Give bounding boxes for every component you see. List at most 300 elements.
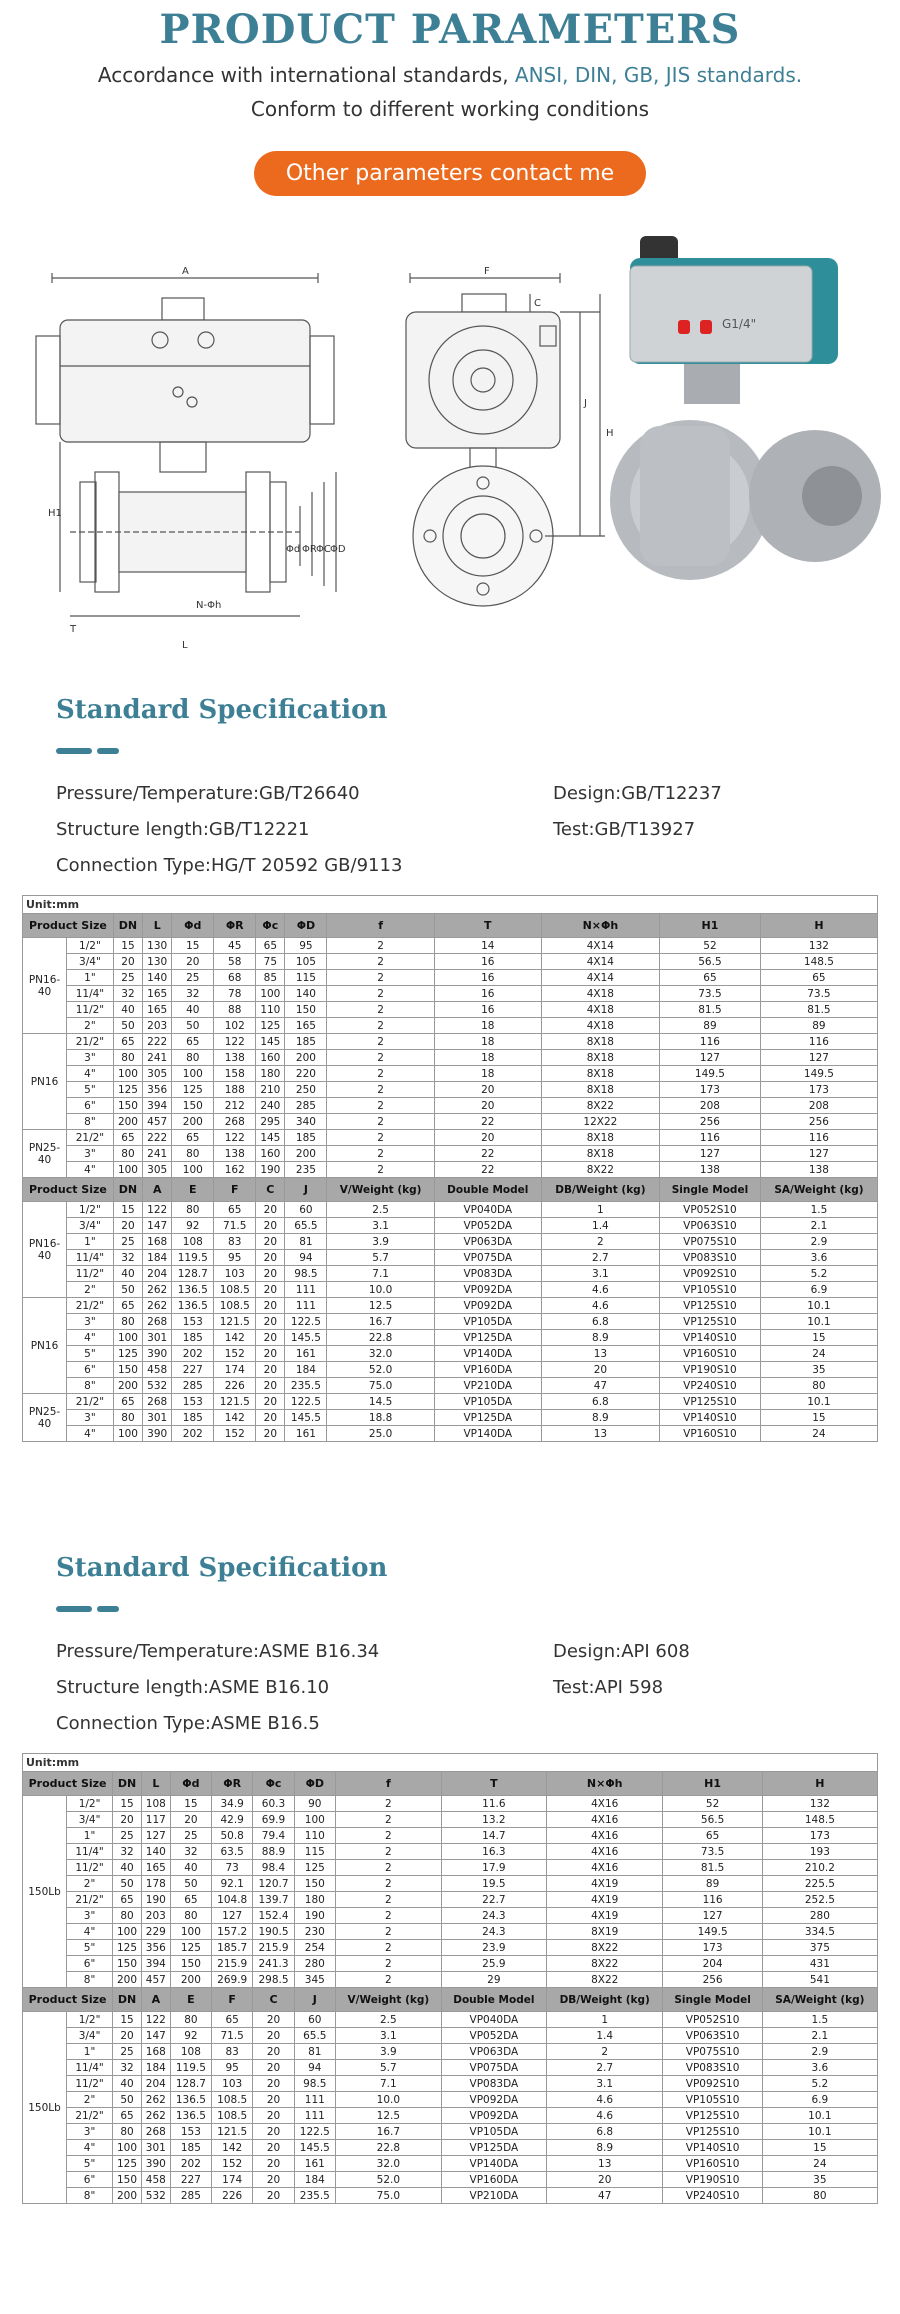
column-header: ΦD [294, 1772, 335, 1796]
table-cell: 111 [294, 2092, 335, 2108]
table-cell: 52.0 [335, 2172, 441, 2188]
table-cell: 190.5 [253, 1924, 294, 1940]
table-cell: 256 [660, 1114, 761, 1130]
table-cell: 65 [113, 1034, 142, 1050]
table-cell: 16.7 [335, 2124, 441, 2140]
table-cell: 65 [660, 970, 761, 986]
table-cell: 268 [214, 1114, 256, 1130]
spec2-title: Standard Specification [56, 1553, 388, 1583]
table-cell: 18 [434, 1018, 541, 1034]
table-cell: VP063DA [434, 1234, 541, 1250]
table-cell: 136.5 [170, 2092, 211, 2108]
table-cell: 20 [256, 1426, 285, 1442]
table-cell: 25 [113, 1234, 142, 1250]
table-row [23, 1098, 878, 1114]
table-cell: 168 [143, 1234, 172, 1250]
table-row [23, 1314, 878, 1330]
table1 [22, 913, 878, 1442]
table-cell: 15 [762, 2140, 877, 2156]
table-cell: 2 [327, 1050, 434, 1066]
table-cell: 153 [170, 2124, 211, 2140]
table-cell: 150 [170, 1956, 211, 1972]
table-cell: 20 [253, 2140, 294, 2156]
table-row [23, 1362, 878, 1378]
table-cell: 262 [143, 1298, 172, 1314]
table-cell: 4" [67, 1066, 114, 1082]
spec2-right-1: Test:API 598 [553, 1676, 664, 1698]
table-cell: 204 [141, 2076, 170, 2092]
table-cell: 80 [172, 1202, 214, 1218]
table-cell: VP063S10 [660, 1218, 761, 1234]
table-cell: 4X16 [546, 1796, 663, 1812]
table-cell: 8" [67, 1114, 114, 1130]
table-cell: 8X18 [541, 1066, 659, 1082]
table-cell: 125 [113, 1346, 142, 1362]
table-cell: 20 [113, 1812, 142, 1828]
table-cell: 119.5 [172, 1250, 214, 1266]
table-cell: 125 [113, 2156, 142, 2172]
table-cell: 2 [327, 1034, 434, 1050]
column-header: Product Size [23, 1178, 114, 1202]
table-row [23, 2092, 878, 2108]
table-cell: 1 [546, 2012, 663, 2028]
column-header: J [285, 1178, 327, 1202]
table-cell: 108.5 [212, 2092, 253, 2108]
table-cell: 125 [113, 1082, 142, 1098]
table-cell: 127 [663, 1908, 762, 1924]
table-cell: 104.8 [212, 1892, 253, 1908]
table-cell: 32 [113, 1250, 142, 1266]
table-cell: 40 [172, 1002, 214, 1018]
table-row [23, 954, 878, 970]
table-cell: 34.9 [212, 1796, 253, 1812]
table-cell: 3/4" [67, 954, 114, 970]
table-cell: 45 [214, 938, 256, 954]
table-row [23, 1018, 878, 1034]
table-cell: VP105DA [434, 1394, 541, 1410]
table-cell: 24 [760, 1346, 877, 1362]
table-cell: VP160S10 [660, 1346, 761, 1362]
table-cell: 301 [141, 2140, 170, 2156]
table-cell: 204 [143, 1266, 172, 1282]
table-cell: 10.1 [760, 1394, 877, 1410]
table-header-row [23, 1988, 878, 2012]
table-cell: 73 [212, 1860, 253, 1876]
table-cell: 4.6 [541, 1282, 659, 1298]
table-cell: 10.1 [762, 2108, 877, 2124]
table-cell: 20 [256, 1298, 285, 1314]
table-cell: 268 [143, 1314, 172, 1330]
table-cell: 174 [214, 1362, 256, 1378]
table-cell: 200 [113, 1972, 142, 1988]
table-cell: 58 [214, 954, 256, 970]
table-cell: 4X18 [541, 1002, 659, 1018]
table-cell: VP140S10 [663, 2140, 762, 2156]
table-cell: 15 [113, 1796, 142, 1812]
table-cell: 150 [172, 1098, 214, 1114]
table-cell: 6.9 [762, 2092, 877, 2108]
table-cell: 20 [256, 1234, 285, 1250]
table-cell: 116 [760, 1034, 877, 1050]
title-underline [56, 739, 900, 745]
column-header: DB/Weight (kg) [546, 1988, 663, 2012]
table-cell: 98.5 [294, 2076, 335, 2092]
table-cell: 532 [141, 2188, 170, 2204]
table-row [23, 1330, 878, 1346]
table-cell: 95 [212, 2060, 253, 2076]
table-cell: 83 [212, 2044, 253, 2060]
table-cell: 2.9 [762, 2044, 877, 2060]
table-cell: 145.5 [285, 1330, 327, 1346]
table-cell: 2 [327, 954, 434, 970]
table-cell: 1/2" [67, 1202, 114, 1218]
column-header: H [760, 914, 877, 938]
table-cell: 1.4 [541, 1218, 659, 1234]
column-header: V/Weight (kg) [327, 1178, 434, 1202]
table-cell: 24 [762, 2156, 877, 2172]
table-cell: 75.0 [335, 2188, 441, 2204]
table-cell: 10.1 [760, 1314, 877, 1330]
table-cell: 178 [141, 1876, 170, 1892]
table-cell: 268 [143, 1394, 172, 1410]
table-cell: 150 [113, 1956, 142, 1972]
table-cell: 23.9 [441, 1940, 546, 1956]
table-cell: 108.5 [212, 2108, 253, 2124]
spec1-title: Standard Specification [56, 695, 388, 725]
table-cell: 390 [143, 1426, 172, 1442]
table-cell: 20 [253, 2172, 294, 2188]
table-row [23, 1250, 878, 1266]
table-cell: 3.9 [327, 1234, 434, 1250]
table-cell: 2 [335, 1844, 441, 1860]
table-cell: 2 [335, 1924, 441, 1940]
table-cell: VP140S10 [660, 1410, 761, 1426]
table-cell: 83 [214, 1234, 256, 1250]
column-header: DB/Weight (kg) [541, 1178, 659, 1202]
table-cell: 21/2" [67, 1130, 114, 1146]
table-cell: 81.5 [660, 1002, 761, 1018]
table-cell: VP210DA [434, 1378, 541, 1394]
table-cell: 115 [285, 970, 327, 986]
table-cell: 25 [172, 970, 214, 986]
table-cell: 15 [113, 1202, 142, 1218]
table-cell: 88.9 [253, 1844, 294, 1860]
table-row [23, 1908, 878, 1924]
table-cell: 10.0 [327, 1282, 434, 1298]
table-cell: 40 [113, 1002, 142, 1018]
table-cell: 184 [143, 1250, 172, 1266]
table-cell: 457 [141, 1972, 170, 1988]
table-cell: 125 [170, 1940, 211, 1956]
table-cell: 2" [67, 2092, 113, 2108]
table-header-row [23, 914, 878, 938]
table-cell: 5" [67, 1082, 114, 1098]
table-cell: 22.8 [335, 2140, 441, 2156]
table-cell: VP125S10 [660, 1314, 761, 1330]
table-cell: 18 [434, 1034, 541, 1050]
table-cell: 98.4 [253, 1860, 294, 1876]
table-cell: 200 [113, 2188, 142, 2204]
front-view-drawing [36, 273, 336, 616]
table-cell: 4.6 [546, 2108, 663, 2124]
table-cell: 127 [660, 1146, 761, 1162]
table-cell: 5" [67, 1346, 114, 1362]
table-cell: 4" [67, 1162, 114, 1178]
table-cell: 190 [294, 1908, 335, 1924]
table-cell: 24.3 [441, 1908, 546, 1924]
column-header: f [327, 914, 434, 938]
table-cell: 1" [67, 1828, 113, 1844]
table-cell: 235 [285, 1162, 327, 1178]
table-cell: 2 [327, 1098, 434, 1114]
table-cell: 356 [143, 1082, 172, 1098]
table-cell: 125 [294, 1860, 335, 1876]
table-cell: 89 [663, 1876, 762, 1892]
table-cell: 22.7 [441, 1892, 546, 1908]
table-cell: 89 [760, 1018, 877, 1034]
table-cell: 20 [434, 1082, 541, 1098]
table-row [23, 1130, 878, 1146]
column-header: Product Size [23, 1772, 113, 1796]
table-row [23, 986, 878, 1002]
table-cell: 138 [660, 1162, 761, 1178]
table-cell: 20 [170, 1812, 211, 1828]
bar-long [56, 1606, 92, 1612]
table-row [23, 1218, 878, 1234]
table-row [23, 1050, 878, 1066]
table-cell: 240 [256, 1098, 285, 1114]
table-cell: 165 [285, 1018, 327, 1034]
table-cell: 4X16 [546, 1828, 663, 1844]
table-cell: 256 [760, 1114, 877, 1130]
table-cell: 4" [67, 2140, 113, 2156]
table-cell: 185 [170, 2140, 211, 2156]
table-cell: 80 [762, 2188, 877, 2204]
table-cell: 92 [172, 1218, 214, 1234]
table-cell: 1.5 [760, 1202, 877, 1218]
table-cell: 20 [253, 2156, 294, 2172]
table-cell: 136.5 [170, 2108, 211, 2124]
table-cell: 2 [335, 1972, 441, 1988]
table-cell: VP105S10 [663, 2092, 762, 2108]
table-cell: 173 [762, 1828, 877, 1844]
table-cell: 268 [141, 2124, 170, 2140]
table-row [23, 2172, 878, 2188]
table-cell: 122 [214, 1130, 256, 1146]
table-cell: VP125DA [434, 1330, 541, 1346]
table-cell: 153 [172, 1314, 214, 1330]
spec1-right-1: Test:GB/T13927 [553, 818, 696, 840]
table-cell: 394 [143, 1098, 172, 1114]
table-cell: 8X18 [541, 1034, 659, 1050]
table-cell: VP040DA [441, 2012, 546, 2028]
table-cell: 20 [434, 1098, 541, 1114]
table-cell: VP092DA [441, 2092, 546, 2108]
table-cell: 20 [256, 1218, 285, 1234]
table-cell: 81 [294, 2044, 335, 2060]
table-cell: 2 [327, 986, 434, 1002]
table-cell: 184 [285, 1362, 327, 1378]
table-cell: 108.5 [214, 1298, 256, 1314]
table-cell: 15 [113, 2012, 142, 2028]
contact-button[interactable]: Other parameters contact me [254, 151, 646, 196]
table-cell: VP083S10 [660, 1250, 761, 1266]
table-cell: 3.1 [335, 2028, 441, 2044]
table-cell: 2 [327, 1162, 434, 1178]
table-cell: 1 [541, 1202, 659, 1218]
table-cell: 161 [285, 1346, 327, 1362]
table-cell: 40 [113, 2076, 142, 2092]
table-cell: 65 [170, 1892, 211, 1908]
dim-phic-label: ΦC [316, 544, 331, 555]
table-cell: 21/2" [67, 1394, 114, 1410]
table-cell: 3" [67, 1314, 114, 1330]
table-cell: 3.1 [541, 1266, 659, 1282]
table-cell: 208 [760, 1098, 877, 1114]
table-cell: 80 [172, 1146, 214, 1162]
table-cell: 145.5 [294, 2140, 335, 2156]
table-cell: 100 [294, 1812, 335, 1828]
table-cell: VP063S10 [663, 2028, 762, 2044]
table-cell: 10.1 [762, 2124, 877, 2140]
table-cell: 3" [67, 2124, 113, 2140]
table-cell: 25.0 [327, 1426, 434, 1442]
table-cell: 8" [67, 1378, 114, 1394]
table-cell: 241.3 [253, 1956, 294, 1972]
table-cell: 220 [285, 1066, 327, 1082]
table-cell: 7.1 [335, 2076, 441, 2092]
table-cell: 100 [172, 1066, 214, 1082]
table-row [23, 1812, 878, 1828]
table-cell: 298.5 [253, 1972, 294, 1988]
table-row [23, 2028, 878, 2044]
table-cell: 7.1 [327, 1266, 434, 1282]
column-header: N×Φh [541, 914, 659, 938]
table-cell: 108.5 [214, 1282, 256, 1298]
table-row [23, 1082, 878, 1098]
table-cell: 6" [67, 1362, 114, 1378]
table-cell: 120.7 [253, 1876, 294, 1892]
table-cell: 150 [113, 1362, 142, 1378]
table-cell: 116 [663, 1892, 762, 1908]
table-cell: 204 [663, 1956, 762, 1972]
table-cell: 13 [541, 1346, 659, 1362]
table-cell: VP160S10 [663, 2156, 762, 2172]
table-cell: VP063DA [441, 2044, 546, 2060]
table-cell: 152.4 [253, 1908, 294, 1924]
table-cell: 3" [67, 1146, 114, 1162]
table-cell: VP125DA [434, 1410, 541, 1426]
table-cell: 21/2" [67, 1892, 113, 1908]
table-cell: 10.0 [335, 2092, 441, 2108]
table-cell: 16.3 [441, 1844, 546, 1860]
table-cell: 394 [141, 1956, 170, 1972]
table-cell: 1.5 [762, 2012, 877, 2028]
table-cell: 11/2" [67, 2076, 113, 2092]
table-cell: 132 [762, 1796, 877, 1812]
table-cell: 149.5 [760, 1066, 877, 1082]
table-cell: 16 [434, 970, 541, 986]
standards-highlight: ANSI, DIN, GB, JIS standards. [514, 63, 803, 87]
table-cell: 111 [294, 2108, 335, 2124]
table-cell: 2 [335, 1796, 441, 1812]
table-row [23, 1844, 878, 1860]
table-cell: 8X22 [546, 1940, 663, 1956]
table-row [23, 1162, 878, 1178]
table-cell: 81.5 [663, 1860, 762, 1876]
table-cell: 94 [285, 1250, 327, 1266]
table-cell: 63.5 [212, 1844, 253, 1860]
table-cell: 20 [253, 2060, 294, 2076]
table-cell: 65 [113, 1298, 142, 1314]
table-cell: 2 [335, 1876, 441, 1892]
table-cell: VP092DA [434, 1298, 541, 1314]
table-cell: 60 [285, 1202, 327, 1218]
table-cell: 138 [214, 1050, 256, 1066]
table-cell: 8.9 [541, 1330, 659, 1346]
table-cell: 147 [141, 2028, 170, 2044]
table-cell: 65 [663, 1828, 762, 1844]
table-cell: 100 [113, 1924, 142, 1940]
table-cell: 56.5 [660, 954, 761, 970]
column-header: L [141, 1772, 170, 1796]
table-cell: 20 [256, 1266, 285, 1282]
table-cell: 11/4" [67, 2060, 113, 2076]
table-cell: 334.5 [762, 1924, 877, 1940]
table-cell: 100 [172, 1162, 214, 1178]
table-cell: 50.8 [212, 1828, 253, 1844]
table-cell: 150 [294, 1876, 335, 1892]
table-row [23, 1034, 878, 1050]
table-cell: 262 [141, 2092, 170, 2108]
table-cell: 40 [113, 1266, 142, 1282]
column-header: H1 [663, 1772, 762, 1796]
table-cell: 65 [113, 1892, 142, 1908]
table-cell: 4" [67, 1426, 114, 1442]
table-cell: 2 [335, 1956, 441, 1972]
table-cell: 161 [285, 1426, 327, 1442]
table-cell: VP092S10 [663, 2076, 762, 2092]
table-cell: 25 [113, 970, 142, 986]
table-cell: 5.2 [762, 2076, 877, 2092]
table-cell: 20 [256, 1250, 285, 1266]
standards-line [0, 63, 900, 87]
table-cell: 128.7 [170, 2076, 211, 2092]
table-cell: 8.9 [541, 1410, 659, 1426]
table-cell: 20 [113, 954, 142, 970]
table-cell: 4X14 [541, 954, 659, 970]
table-cell: 42.9 [212, 1812, 253, 1828]
table-cell: 136.5 [172, 1282, 214, 1298]
table-cell: 4.6 [541, 1298, 659, 1314]
table-cell: 122 [143, 1202, 172, 1218]
table-cell: 65.5 [294, 2028, 335, 2044]
table-cell: 105 [285, 954, 327, 970]
table-cell: 254 [294, 1940, 335, 1956]
column-header: Double Model [441, 1988, 546, 2012]
table-cell: 8X18 [541, 1082, 659, 1098]
column-header: N×Φh [546, 1772, 663, 1796]
table-row [23, 1940, 878, 1956]
table-cell: 2 [327, 1146, 434, 1162]
table-row [23, 1066, 878, 1082]
table-cell: 35 [760, 1362, 877, 1378]
table-cell: 18 [434, 1066, 541, 1082]
table-cell: VP160DA [434, 1362, 541, 1378]
table-cell: 116 [660, 1130, 761, 1146]
table-row [23, 1282, 878, 1298]
group-label: PN16-40 [23, 1202, 67, 1298]
